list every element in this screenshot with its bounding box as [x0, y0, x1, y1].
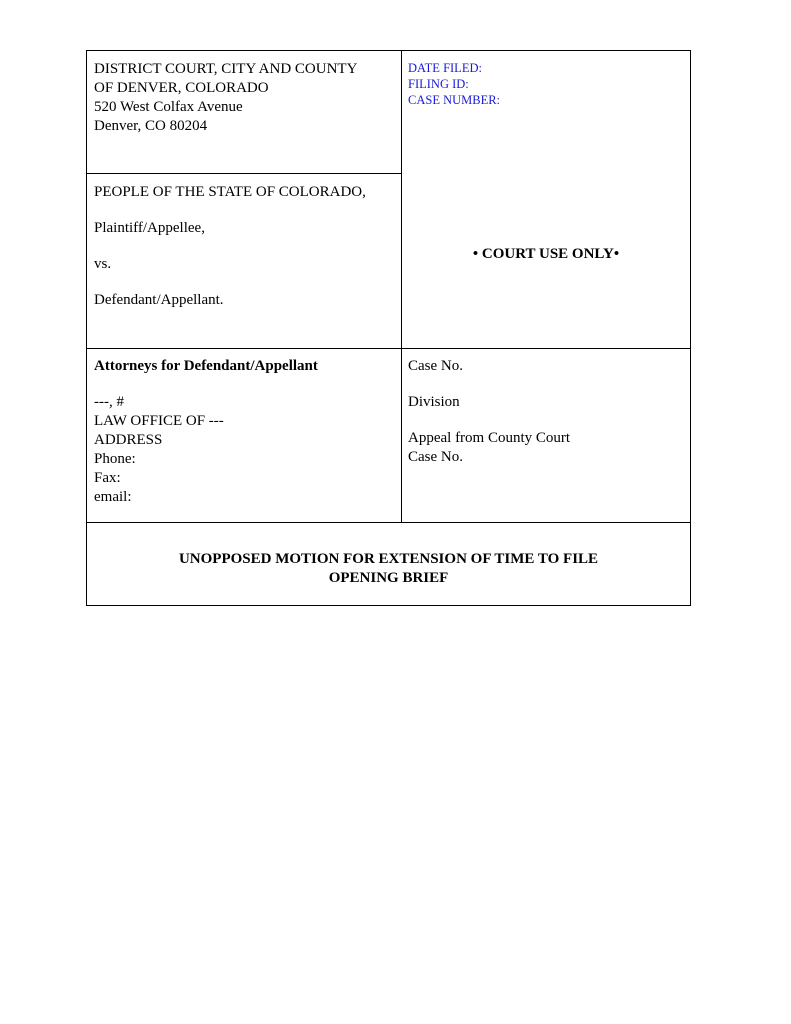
filing-stamp — [408, 60, 678, 108]
case-no-label: Case No. — [408, 358, 463, 374]
attorney-phone: Phone: — [94, 451, 136, 467]
row-divider-attorneys — [87, 522, 690, 523]
court-info — [94, 60, 394, 136]
court-use-only-label: • COURT USE ONLY• — [472, 246, 620, 262]
attorney-firm: LAW OFFICE OF --- — [94, 413, 224, 429]
row-divider-parties — [87, 348, 690, 349]
attorney-address: ADDRESS — [94, 432, 163, 448]
parties-info — [94, 183, 394, 327]
plaintiff-name: PEOPLE OF THE STATE OF COLORADO, — [94, 184, 366, 200]
filing-id-label: FILING ID: — [408, 77, 469, 91]
division-label: Division — [408, 394, 460, 410]
appeal-from-label: Appeal from County Court — [408, 430, 571, 446]
appeal-case-no-label: Case No. — [408, 449, 463, 465]
date-filed-label: DATE FILED: — [408, 61, 482, 75]
document-title — [87, 550, 690, 588]
attorney-email: email: — [94, 489, 132, 505]
row-divider-court — [87, 173, 401, 174]
court-name-line1: DISTRICT COURT, CITY AND COUNTY — [94, 61, 358, 77]
attorney-fax: Fax: — [94, 470, 121, 486]
document-title-line1: UNOPPOSED MOTION FOR EXTENSION OF TIME TO FILE — [178, 551, 599, 567]
caption-table — [86, 50, 691, 606]
attorneys-heading: Attorneys for Defendant/Appellant — [94, 358, 318, 374]
versus: vs. — [94, 256, 112, 272]
attorneys-info — [94, 357, 394, 507]
court-city: Denver, CO 80204 — [94, 118, 208, 134]
document-title-line2: OPENING BRIEF — [328, 570, 449, 586]
court-address: 520 West Colfax Avenue — [94, 99, 243, 115]
defendant-role: Defendant/Appellant. — [94, 292, 224, 308]
court-name-line2: OF DENVER, COLORADO — [94, 80, 269, 96]
case-number-label: CASE NUMBER: — [408, 93, 501, 107]
attorney-name: ---, # — [94, 394, 124, 410]
plaintiff-role: Plaintiff/Appellee, — [94, 220, 205, 236]
case-info — [408, 357, 678, 467]
column-divider — [401, 51, 402, 522]
